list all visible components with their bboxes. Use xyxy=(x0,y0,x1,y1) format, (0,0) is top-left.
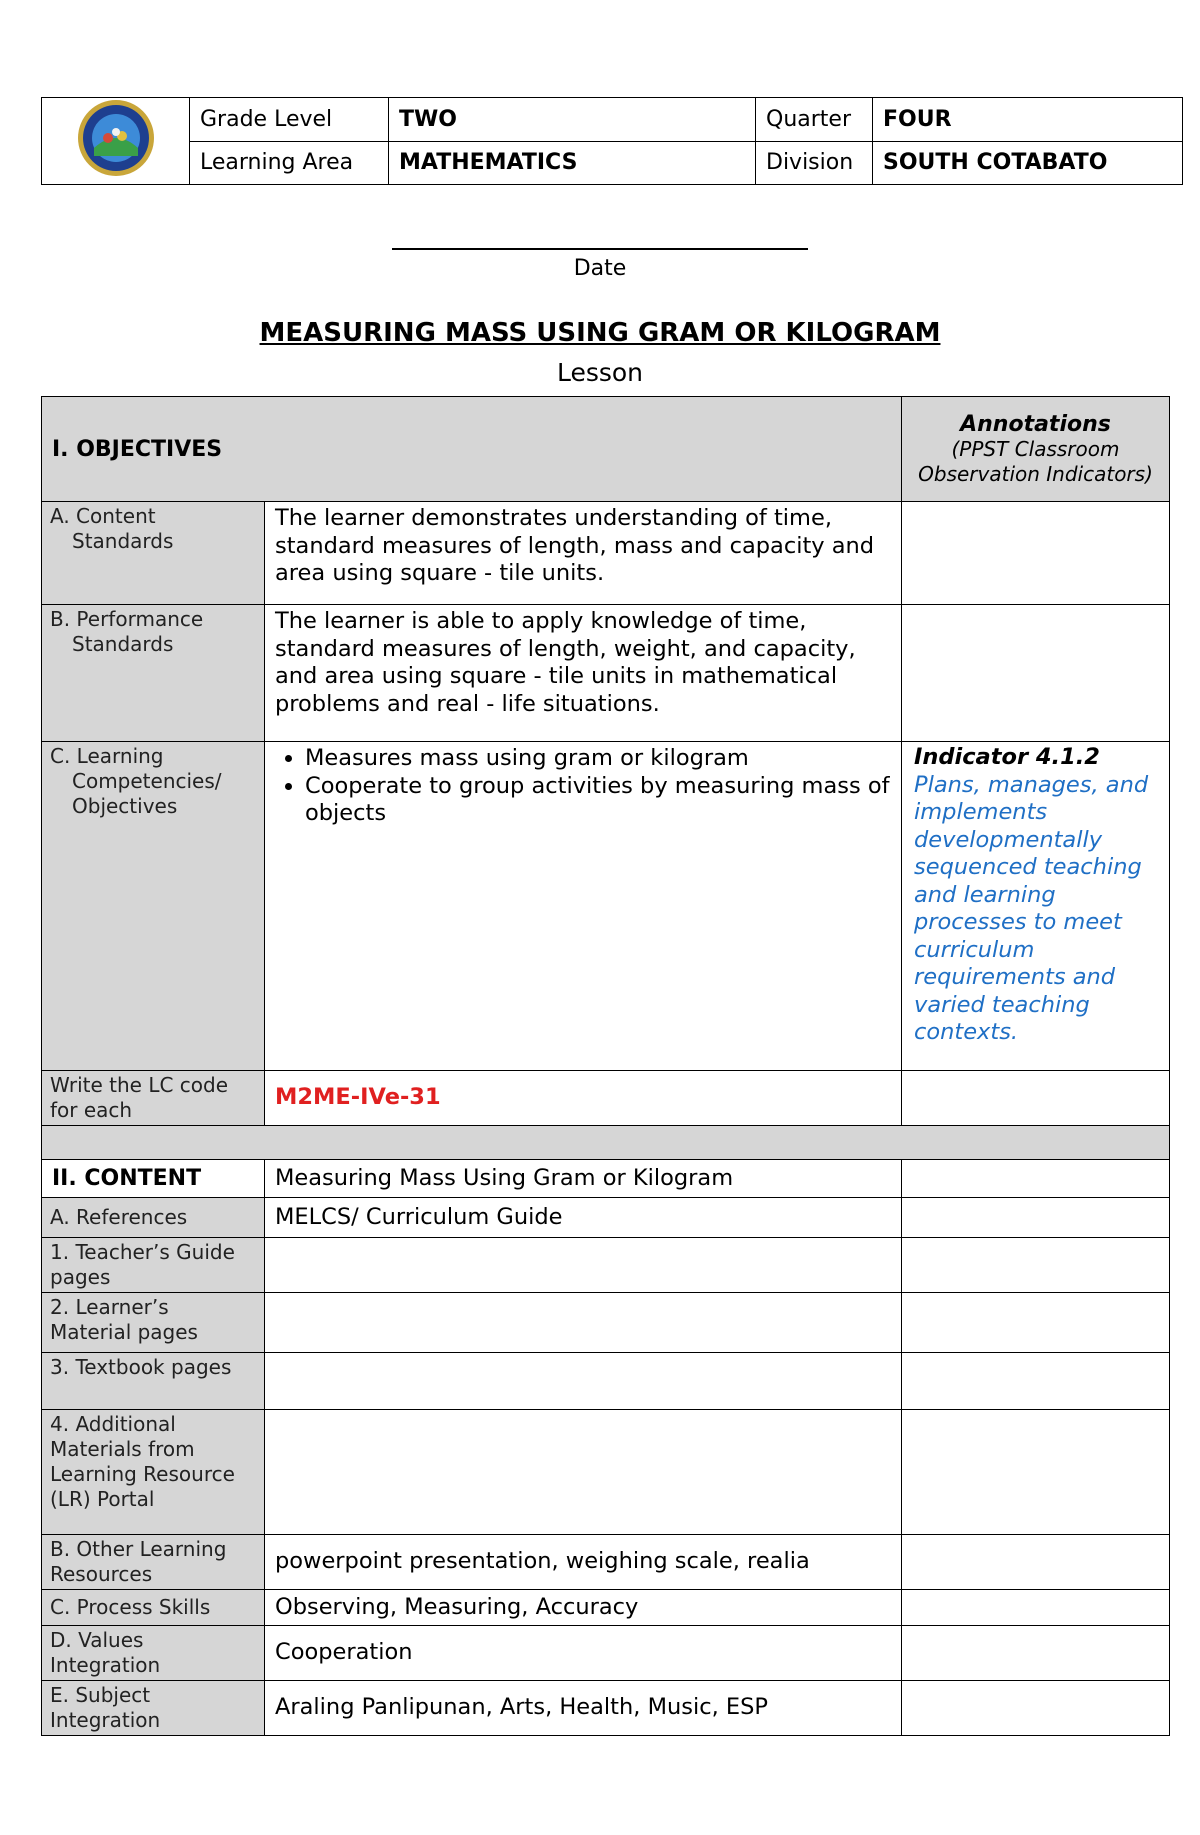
references-label: A. References xyxy=(42,1198,265,1238)
competency-item: • Measures mass using gram or kilogram xyxy=(305,745,891,773)
annotations-title: Annotations xyxy=(960,411,1111,437)
lesson-title: MEASURING MASS USING GRAM OR KILOGRAM xyxy=(259,318,941,348)
content-heading: II. CONTENT xyxy=(42,1160,265,1198)
references-value: MELCS/ Curriculum Guide xyxy=(265,1198,902,1238)
process-skills-annotation xyxy=(902,1590,1170,1626)
competencies-cell xyxy=(265,742,902,1071)
values-integration-value: Cooperation xyxy=(265,1626,902,1681)
date-label: Date xyxy=(573,256,627,281)
content-standards-annotation xyxy=(902,502,1170,605)
subject-integration-annotation xyxy=(902,1681,1170,1736)
content-standards-text: The learner demonstrates understanding of time, standard measures of length, mass and capacity and area using square - tile units. xyxy=(265,502,902,605)
textbook-value xyxy=(265,1353,902,1410)
division-value: SOUTH COTABATO xyxy=(873,141,1183,185)
indicator-title: Indicator 4.1.2 xyxy=(914,744,1100,770)
competencies-list xyxy=(275,745,891,828)
learners-material-label: 2. Learner’s Material pages xyxy=(42,1293,265,1353)
content-heading-value: Measuring Mass Using Gram or Kilogram xyxy=(265,1160,902,1198)
indicator-text: Plans, manages, and implements developmentally sequenced teaching and learning processes to meet curriculum requirements and varied teaching contexts. xyxy=(914,771,1149,1045)
subject-integration-label: E. Subject Integration xyxy=(42,1681,265,1736)
annotations-subtitle: (PPST Classroom Observation Indicators) xyxy=(918,436,1153,486)
values-integration-label: D. Values Integration xyxy=(42,1626,265,1681)
indicator-annotation xyxy=(902,742,1170,1071)
division-seal-icon xyxy=(76,98,156,178)
learning-area-label: Learning Area xyxy=(190,141,389,185)
subject-integration-value: Araling Panlipunan, Arts, Health, Music, ESP xyxy=(265,1681,902,1736)
teachers-guide-annotation xyxy=(902,1238,1170,1293)
lesson-subtitle: Lesson xyxy=(556,358,644,387)
additional-materials-value xyxy=(265,1410,902,1535)
learning-area-value: MATHEMATICS xyxy=(389,141,756,185)
quarter-value: FOUR xyxy=(873,98,1183,142)
content-standards-label: A. Content Standards xyxy=(42,502,265,605)
competencies-label: C. Learning Competencies/ Objectives xyxy=(42,742,265,1071)
process-skills-label: C. Process Skills xyxy=(42,1590,265,1626)
content-annotation xyxy=(902,1160,1170,1198)
grade-level-label: Grade Level xyxy=(190,98,389,142)
teachers-guide-label: 1. Teacher’s Guide pages xyxy=(42,1238,265,1293)
lc-code-annotation xyxy=(902,1071,1170,1126)
learners-material-annotation xyxy=(902,1293,1170,1353)
other-resources-annotation xyxy=(902,1535,1170,1590)
quarter-label: Quarter xyxy=(756,98,873,142)
lc-code-cell xyxy=(265,1071,902,1126)
process-skills-value: Observing, Measuring, Accuracy xyxy=(265,1590,902,1626)
competency-item: • Cooperate to group activities by measuring mass of objects xyxy=(305,773,891,828)
additional-materials-label: 4. Additional Materials from Learning Resource (LR) Portal xyxy=(42,1410,265,1535)
lc-code-label: Write the LC code for each xyxy=(42,1071,265,1126)
other-resources-label: B. Other Learning Resources xyxy=(42,1535,265,1590)
learners-material-value xyxy=(265,1293,902,1353)
grade-level-value: TWO xyxy=(389,98,756,142)
objectives-heading: I. OBJECTIVES xyxy=(42,397,902,502)
teachers-guide-value xyxy=(265,1238,902,1293)
section-divider xyxy=(42,1126,1170,1160)
textbook-annotation xyxy=(902,1353,1170,1410)
annotations-header xyxy=(902,397,1170,502)
division-label: Division xyxy=(756,141,873,185)
performance-standards-label: B. Performance Standards xyxy=(42,605,265,742)
additional-materials-annotation xyxy=(902,1410,1170,1535)
textbook-label: 3. Textbook pages xyxy=(42,1353,265,1410)
header-table xyxy=(41,97,1183,185)
performance-standards-text: The learner is able to apply knowledge of time, standard measures of length, weight, and capacity, and area using square - tile units in mathematical problems and real - life situations. xyxy=(265,605,902,742)
values-integration-annotation xyxy=(902,1626,1170,1681)
references-annotation xyxy=(902,1198,1170,1238)
lc-code: M2ME-IVe-31 xyxy=(275,1084,441,1111)
division-logo-cell xyxy=(42,98,190,185)
other-resources-value: powerpoint presentation, weighing scale, realia xyxy=(265,1535,902,1590)
lesson-plan-table xyxy=(41,396,1170,1736)
performance-standards-annotation xyxy=(902,605,1170,742)
date-line xyxy=(392,248,808,250)
